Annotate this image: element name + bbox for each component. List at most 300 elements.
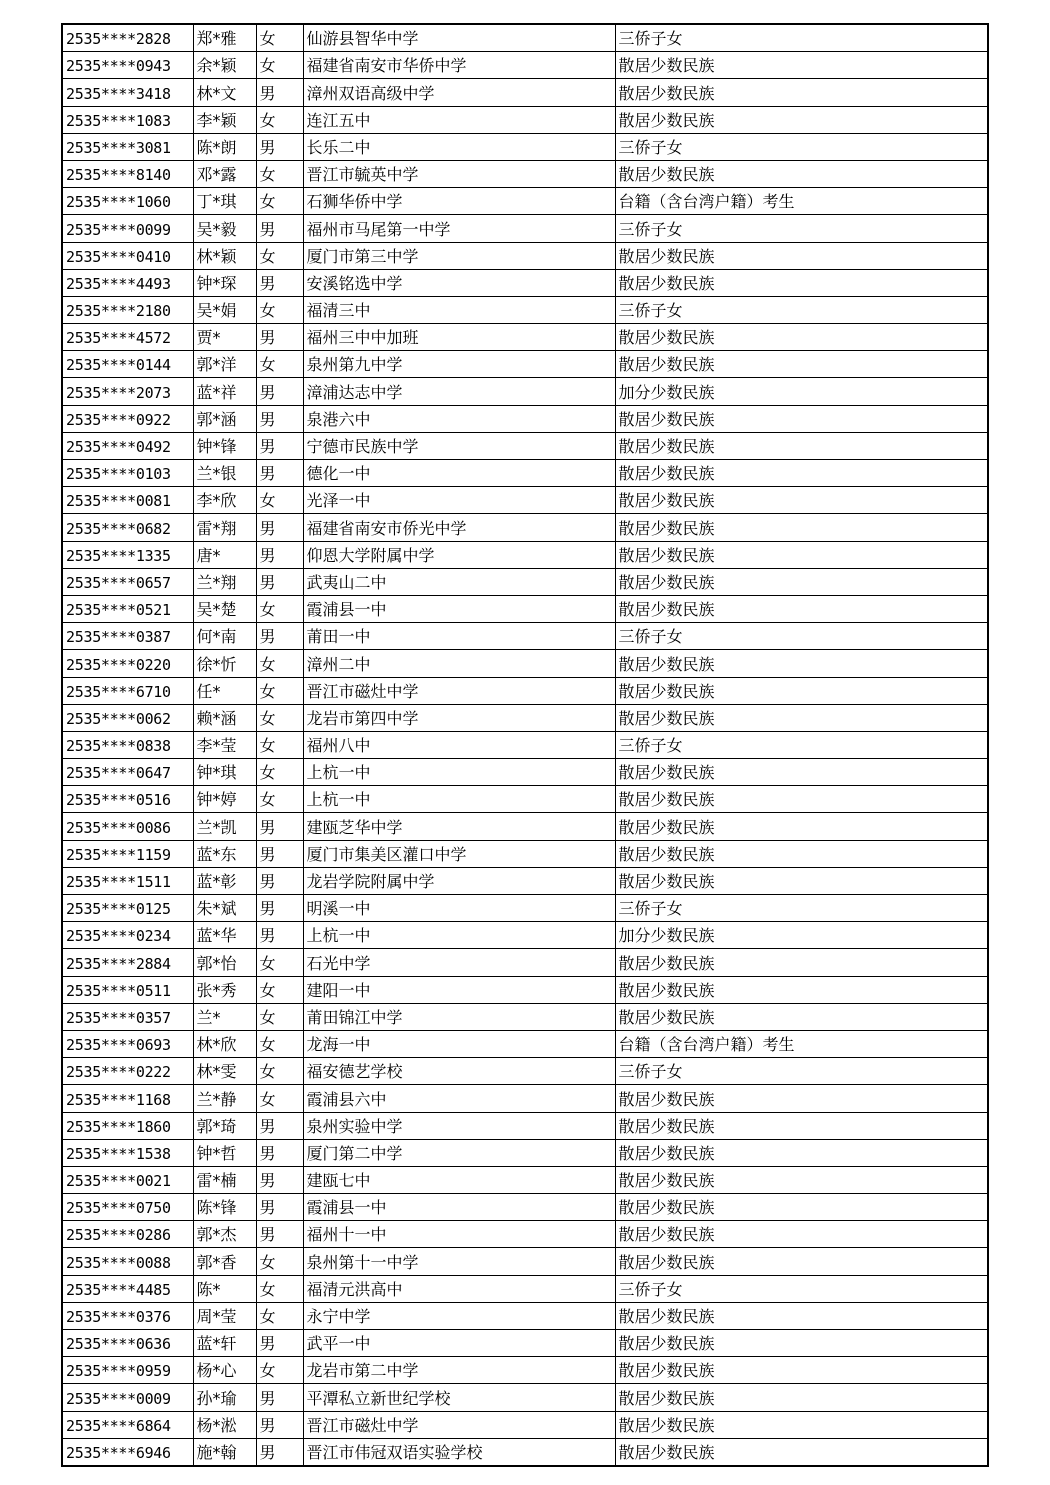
school-cell: 长乐二中 <box>303 133 615 160</box>
school-cell: 光泽一中 <box>303 487 615 514</box>
gender-cell: 男 <box>256 1221 303 1248</box>
category-cell: 散居少数民族 <box>615 106 988 133</box>
table-row <box>62 487 988 514</box>
gender-cell: 女 <box>256 160 303 187</box>
name-cell: 杨*心 <box>193 1357 256 1384</box>
school-cell: 仙游县智华中学 <box>303 24 615 52</box>
category-cell: 散居少数民族 <box>615 242 988 269</box>
gender-cell: 男 <box>256 378 303 405</box>
category-cell: 散居少数民族 <box>615 52 988 79</box>
school-cell: 晋江市磁灶中学 <box>303 677 615 704</box>
gender-cell: 女 <box>256 677 303 704</box>
school-cell: 霞浦县一中 <box>303 1194 615 1221</box>
category-cell: 散居少数民族 <box>615 487 988 514</box>
gender-cell: 女 <box>256 1003 303 1030</box>
table-row <box>62 895 988 922</box>
category-cell: 散居少数民族 <box>615 160 988 187</box>
table-row <box>62 1275 988 1302</box>
school-cell: 厦门市第三中学 <box>303 242 615 269</box>
category-cell: 散居少数民族 <box>615 677 988 704</box>
name-cell: 余*颖 <box>193 52 256 79</box>
school-cell: 福州八中 <box>303 731 615 758</box>
name-cell: 蓝*彰 <box>193 867 256 894</box>
category-cell: 散居少数民族 <box>615 1003 988 1030</box>
gender-cell: 男 <box>256 1112 303 1139</box>
table-row <box>62 1411 988 1438</box>
category-cell: 三侨子女 <box>615 623 988 650</box>
table-row <box>62 1139 988 1166</box>
category-cell: 散居少数民族 <box>615 704 988 731</box>
name-cell: 郑*雅 <box>193 24 256 52</box>
candidate-id-cell: 2535****0492 <box>62 432 193 459</box>
name-cell: 任* <box>193 677 256 704</box>
candidate-id-cell: 2535****0086 <box>62 813 193 840</box>
gender-cell: 女 <box>256 650 303 677</box>
name-cell: 陈*锋 <box>193 1194 256 1221</box>
table-row <box>62 1194 988 1221</box>
school-cell: 仰恩大学附属中学 <box>303 541 615 568</box>
table-row <box>62 759 988 786</box>
category-cell: 散居少数民族 <box>615 1248 988 1275</box>
school-cell: 厦门市集美区灌口中学 <box>303 840 615 867</box>
table-row <box>62 786 988 813</box>
candidate-id-cell: 2535****0234 <box>62 922 193 949</box>
name-cell: 吴*毅 <box>193 215 256 242</box>
school-cell: 泉港六中 <box>303 405 615 432</box>
table-row <box>62 79 988 106</box>
candidate-id-cell: 2535****1860 <box>62 1112 193 1139</box>
school-cell: 福清元洪高中 <box>303 1275 615 1302</box>
table-row <box>62 922 988 949</box>
table-row <box>62 1030 988 1057</box>
category-cell: 散居少数民族 <box>615 1438 988 1466</box>
name-cell: 兰*凯 <box>193 813 256 840</box>
gender-cell: 男 <box>256 133 303 160</box>
school-cell: 龙岩学院附属中学 <box>303 867 615 894</box>
category-cell: 散居少数民族 <box>615 514 988 541</box>
school-cell: 漳浦达志中学 <box>303 378 615 405</box>
name-cell: 吴*楚 <box>193 595 256 622</box>
table-row <box>62 1302 988 1329</box>
category-cell: 散居少数民族 <box>615 759 988 786</box>
table-row <box>62 813 988 840</box>
school-cell: 漳州二中 <box>303 650 615 677</box>
candidate-id-cell: 2535****0387 <box>62 623 193 650</box>
candidate-id-cell: 2535****0222 <box>62 1058 193 1085</box>
candidate-id-cell: 2535****0220 <box>62 650 193 677</box>
school-cell: 上杭一中 <box>303 759 615 786</box>
name-cell: 蓝*祥 <box>193 378 256 405</box>
category-cell: 三侨子女 <box>615 895 988 922</box>
category-cell: 散居少数民族 <box>615 1139 988 1166</box>
candidate-id-cell: 2535****1060 <box>62 188 193 215</box>
name-cell: 周*莹 <box>193 1302 256 1329</box>
category-cell: 散居少数民族 <box>615 405 988 432</box>
name-cell: 兰*银 <box>193 460 256 487</box>
category-cell: 加分少数民族 <box>615 922 988 949</box>
category-cell: 散居少数民族 <box>615 79 988 106</box>
table-row <box>62 1166 988 1193</box>
gender-cell: 女 <box>256 106 303 133</box>
gender-cell: 男 <box>256 1384 303 1411</box>
category-cell: 台籍（含台湾户籍）考生 <box>615 188 988 215</box>
name-cell: 陈*朗 <box>193 133 256 160</box>
gender-cell: 男 <box>256 922 303 949</box>
student-list-table <box>61 23 989 1467</box>
gender-cell: 女 <box>256 786 303 813</box>
candidate-id-cell: 2535****2884 <box>62 949 193 976</box>
school-cell: 泉州第九中学 <box>303 351 615 378</box>
category-cell: 散居少数民族 <box>615 867 988 894</box>
name-cell: 郭*杰 <box>193 1221 256 1248</box>
gender-cell: 女 <box>256 949 303 976</box>
name-cell: 雷*楠 <box>193 1166 256 1193</box>
gender-cell: 女 <box>256 759 303 786</box>
name-cell: 郭*洋 <box>193 351 256 378</box>
name-cell: 邓*露 <box>193 160 256 187</box>
name-cell: 李*欣 <box>193 487 256 514</box>
school-cell: 建瓯芝华中学 <box>303 813 615 840</box>
candidate-id-cell: 2535****0009 <box>62 1384 193 1411</box>
candidate-id-cell: 2535****0357 <box>62 1003 193 1030</box>
name-cell: 郭*香 <box>193 1248 256 1275</box>
candidate-id-cell: 2535****0376 <box>62 1302 193 1329</box>
gender-cell: 女 <box>256 1030 303 1057</box>
school-cell: 泉州实验中学 <box>303 1112 615 1139</box>
candidate-id-cell: 2535****0750 <box>62 1194 193 1221</box>
school-cell: 霞浦县六中 <box>303 1085 615 1112</box>
gender-cell: 男 <box>256 432 303 459</box>
name-cell: 陈* <box>193 1275 256 1302</box>
candidate-id-cell: 2535****1538 <box>62 1139 193 1166</box>
table-row <box>62 215 988 242</box>
school-cell: 建阳一中 <box>303 976 615 1003</box>
table-row <box>62 432 988 459</box>
school-cell: 上杭一中 <box>303 786 615 813</box>
category-cell: 三侨子女 <box>615 24 988 52</box>
name-cell: 钟*婷 <box>193 786 256 813</box>
candidate-id-cell: 2535****0657 <box>62 568 193 595</box>
school-cell: 永宁中学 <box>303 1302 615 1329</box>
candidate-id-cell: 2535****2180 <box>62 296 193 323</box>
category-cell: 散居少数民族 <box>615 324 988 351</box>
school-cell: 明溪一中 <box>303 895 615 922</box>
candidate-id-cell: 2535****1083 <box>62 106 193 133</box>
table-row <box>62 52 988 79</box>
table-row <box>62 405 988 432</box>
table-body <box>62 24 988 1466</box>
name-cell: 郭*怡 <box>193 949 256 976</box>
gender-cell: 女 <box>256 1357 303 1384</box>
candidate-id-cell: 2535****0081 <box>62 487 193 514</box>
name-cell: 兰* <box>193 1003 256 1030</box>
category-cell: 台籍（含台湾户籍）考生 <box>615 1030 988 1057</box>
category-cell: 散居少数民族 <box>615 460 988 487</box>
category-cell: 散居少数民族 <box>615 568 988 595</box>
table-row <box>62 351 988 378</box>
table-row <box>62 133 988 160</box>
name-cell: 何*南 <box>193 623 256 650</box>
category-cell: 散居少数民族 <box>615 1302 988 1329</box>
candidate-id-cell: 2535****0922 <box>62 405 193 432</box>
table-row <box>62 24 988 52</box>
gender-cell: 女 <box>256 1248 303 1275</box>
school-cell: 龙海一中 <box>303 1030 615 1057</box>
category-cell: 散居少数民族 <box>615 1411 988 1438</box>
school-cell: 莆田锦江中学 <box>303 1003 615 1030</box>
name-cell: 蓝*东 <box>193 840 256 867</box>
name-cell: 郭*琦 <box>193 1112 256 1139</box>
candidate-id-cell: 2535****4572 <box>62 324 193 351</box>
gender-cell: 女 <box>256 704 303 731</box>
candidate-id-cell: 2535****1159 <box>62 840 193 867</box>
gender-cell: 女 <box>256 487 303 514</box>
school-cell: 福清三中 <box>303 296 615 323</box>
table-row <box>62 1112 988 1139</box>
category-cell: 散居少数民族 <box>615 1221 988 1248</box>
table-row <box>62 1248 988 1275</box>
table-row <box>62 650 988 677</box>
table-row <box>62 1003 988 1030</box>
category-cell: 散居少数民族 <box>615 1112 988 1139</box>
gender-cell: 男 <box>256 1166 303 1193</box>
candidate-id-cell: 2535****0838 <box>62 731 193 758</box>
name-cell: 丁*琪 <box>193 188 256 215</box>
table-row <box>62 1384 988 1411</box>
gender-cell: 女 <box>256 1302 303 1329</box>
name-cell: 钟*锋 <box>193 432 256 459</box>
school-cell: 莆田一中 <box>303 623 615 650</box>
school-cell: 晋江市毓英中学 <box>303 160 615 187</box>
candidate-id-cell: 2535****4493 <box>62 269 193 296</box>
candidate-id-cell: 2535****0511 <box>62 976 193 1003</box>
candidate-id-cell: 2535****4485 <box>62 1275 193 1302</box>
category-cell: 散居少数民族 <box>615 541 988 568</box>
table-row <box>62 976 988 1003</box>
candidate-id-cell: 2535****0636 <box>62 1330 193 1357</box>
school-cell: 漳州双语高级中学 <box>303 79 615 106</box>
gender-cell: 女 <box>256 1085 303 1112</box>
table-row <box>62 242 988 269</box>
name-cell: 朱*斌 <box>193 895 256 922</box>
candidate-id-cell: 2535****6946 <box>62 1438 193 1466</box>
candidate-id-cell: 2535****0088 <box>62 1248 193 1275</box>
gender-cell: 女 <box>256 52 303 79</box>
table-row <box>62 514 988 541</box>
name-cell: 李*莹 <box>193 731 256 758</box>
candidate-id-cell: 2535****0516 <box>62 786 193 813</box>
candidate-id-cell: 2535****0062 <box>62 704 193 731</box>
table-row <box>62 296 988 323</box>
gender-cell: 男 <box>256 1438 303 1466</box>
table-row <box>62 568 988 595</box>
candidate-id-cell: 2535****1335 <box>62 541 193 568</box>
table-row <box>62 1330 988 1357</box>
gender-cell: 男 <box>256 895 303 922</box>
name-cell: 吴*娟 <box>193 296 256 323</box>
gender-cell: 女 <box>256 296 303 323</box>
table-row <box>62 1058 988 1085</box>
table-row <box>62 541 988 568</box>
school-cell: 晋江市伟冠双语实验学校 <box>303 1438 615 1466</box>
school-cell: 福建省南安市侨光中学 <box>303 514 615 541</box>
name-cell: 林*欣 <box>193 1030 256 1057</box>
school-cell: 福安德艺学校 <box>303 1058 615 1085</box>
category-cell: 三侨子女 <box>615 731 988 758</box>
school-cell: 泉州第十一中学 <box>303 1248 615 1275</box>
category-cell: 散居少数民族 <box>615 1384 988 1411</box>
gender-cell: 男 <box>256 568 303 595</box>
candidate-id-cell: 2535****2073 <box>62 378 193 405</box>
category-cell: 散居少数民族 <box>615 1166 988 1193</box>
candidate-id-cell: 2535****0125 <box>62 895 193 922</box>
gender-cell: 女 <box>256 188 303 215</box>
table-row <box>62 188 988 215</box>
table-row <box>62 1357 988 1384</box>
table-row <box>62 1438 988 1466</box>
name-cell: 赖*涵 <box>193 704 256 731</box>
name-cell: 唐* <box>193 541 256 568</box>
gender-cell: 女 <box>256 24 303 52</box>
category-cell: 散居少数民族 <box>615 1085 988 1112</box>
category-cell: 散居少数民族 <box>615 976 988 1003</box>
name-cell: 钟*哲 <box>193 1139 256 1166</box>
gender-cell: 男 <box>256 324 303 351</box>
name-cell: 孙*瑜 <box>193 1384 256 1411</box>
name-cell: 兰*静 <box>193 1085 256 1112</box>
category-cell: 散居少数民族 <box>615 650 988 677</box>
candidate-id-cell: 2535****3418 <box>62 79 193 106</box>
school-cell: 龙岩市第四中学 <box>303 704 615 731</box>
table-row <box>62 106 988 133</box>
gender-cell: 男 <box>256 1194 303 1221</box>
school-cell: 平潭私立新世纪学校 <box>303 1384 615 1411</box>
school-cell: 福州市马尾第一中学 <box>303 215 615 242</box>
name-cell: 李*颖 <box>193 106 256 133</box>
category-cell: 散居少数民族 <box>615 813 988 840</box>
category-cell: 散居少数民族 <box>615 1357 988 1384</box>
candidate-id-cell: 2535****0103 <box>62 460 193 487</box>
table-row <box>62 460 988 487</box>
name-cell: 蓝*华 <box>193 922 256 949</box>
gender-cell: 男 <box>256 79 303 106</box>
category-cell: 散居少数民族 <box>615 269 988 296</box>
candidate-id-cell: 2535****0682 <box>62 514 193 541</box>
category-cell: 散居少数民族 <box>615 786 988 813</box>
school-cell: 德化一中 <box>303 460 615 487</box>
category-cell: 散居少数民族 <box>615 949 988 976</box>
name-cell: 林*雯 <box>193 1058 256 1085</box>
table-row <box>62 623 988 650</box>
gender-cell: 女 <box>256 1275 303 1302</box>
table-row <box>62 949 988 976</box>
candidate-id-cell: 2535****0647 <box>62 759 193 786</box>
school-cell: 安溪铭选中学 <box>303 269 615 296</box>
name-cell: 林*文 <box>193 79 256 106</box>
category-cell: 加分少数民族 <box>615 378 988 405</box>
category-cell: 三侨子女 <box>615 133 988 160</box>
candidate-id-cell: 2535****2828 <box>62 24 193 52</box>
school-cell: 建瓯七中 <box>303 1166 615 1193</box>
candidate-id-cell: 2535****0959 <box>62 1357 193 1384</box>
gender-cell: 男 <box>256 623 303 650</box>
table-row <box>62 160 988 187</box>
school-cell: 龙岩市第二中学 <box>303 1357 615 1384</box>
category-cell: 散居少数民族 <box>615 1194 988 1221</box>
category-cell: 散居少数民族 <box>615 1330 988 1357</box>
school-cell: 连江五中 <box>303 106 615 133</box>
name-cell: 郭*涵 <box>193 405 256 432</box>
gender-cell: 女 <box>256 976 303 1003</box>
table-row <box>62 324 988 351</box>
category-cell: 三侨子女 <box>615 1275 988 1302</box>
table-row <box>62 677 988 704</box>
table-row <box>62 1221 988 1248</box>
name-cell: 林*颖 <box>193 242 256 269</box>
name-cell: 雷*翔 <box>193 514 256 541</box>
name-cell: 杨*淞 <box>193 1411 256 1438</box>
table-row <box>62 867 988 894</box>
name-cell: 张*秀 <box>193 976 256 1003</box>
gender-cell: 女 <box>256 731 303 758</box>
table-row <box>62 378 988 405</box>
gender-cell: 男 <box>256 405 303 432</box>
school-cell: 石狮华侨中学 <box>303 188 615 215</box>
school-cell: 福建省南安市华侨中学 <box>303 52 615 79</box>
table-row <box>62 1085 988 1112</box>
name-cell: 贾* <box>193 324 256 351</box>
school-cell: 晋江市磁灶中学 <box>303 1411 615 1438</box>
school-cell: 厦门第二中学 <box>303 1139 615 1166</box>
school-cell: 福州三中中加班 <box>303 324 615 351</box>
gender-cell: 男 <box>256 215 303 242</box>
table-row <box>62 269 988 296</box>
category-cell: 散居少数民族 <box>615 840 988 867</box>
name-cell: 徐*忻 <box>193 650 256 677</box>
table-row <box>62 704 988 731</box>
candidate-id-cell: 2535****0099 <box>62 215 193 242</box>
gender-cell: 女 <box>256 242 303 269</box>
gender-cell: 女 <box>256 595 303 622</box>
name-cell: 钟*琛 <box>193 269 256 296</box>
name-cell: 蓝*轩 <box>193 1330 256 1357</box>
gender-cell: 男 <box>256 1330 303 1357</box>
candidate-id-cell: 2535****1511 <box>62 867 193 894</box>
candidate-id-cell: 2535****1168 <box>62 1085 193 1112</box>
gender-cell: 男 <box>256 1139 303 1166</box>
school-cell: 宁德市民族中学 <box>303 432 615 459</box>
candidate-id-cell: 2535****6864 <box>62 1411 193 1438</box>
gender-cell: 男 <box>256 1411 303 1438</box>
school-cell: 武夷山二中 <box>303 568 615 595</box>
candidate-id-cell: 2535****0521 <box>62 595 193 622</box>
name-cell: 钟*琪 <box>193 759 256 786</box>
school-cell: 武平一中 <box>303 1330 615 1357</box>
category-cell: 三侨子女 <box>615 1058 988 1085</box>
candidate-id-cell: 2535****3081 <box>62 133 193 160</box>
table-row <box>62 840 988 867</box>
table-row <box>62 595 988 622</box>
candidate-id-cell: 2535****8140 <box>62 160 193 187</box>
category-cell: 三侨子女 <box>615 296 988 323</box>
candidate-id-cell: 2535****0021 <box>62 1166 193 1193</box>
gender-cell: 女 <box>256 1058 303 1085</box>
school-cell: 霞浦县一中 <box>303 595 615 622</box>
candidate-id-cell: 2535****0943 <box>62 52 193 79</box>
candidate-id-cell: 2535****6710 <box>62 677 193 704</box>
category-cell: 散居少数民族 <box>615 595 988 622</box>
category-cell: 散居少数民族 <box>615 432 988 459</box>
